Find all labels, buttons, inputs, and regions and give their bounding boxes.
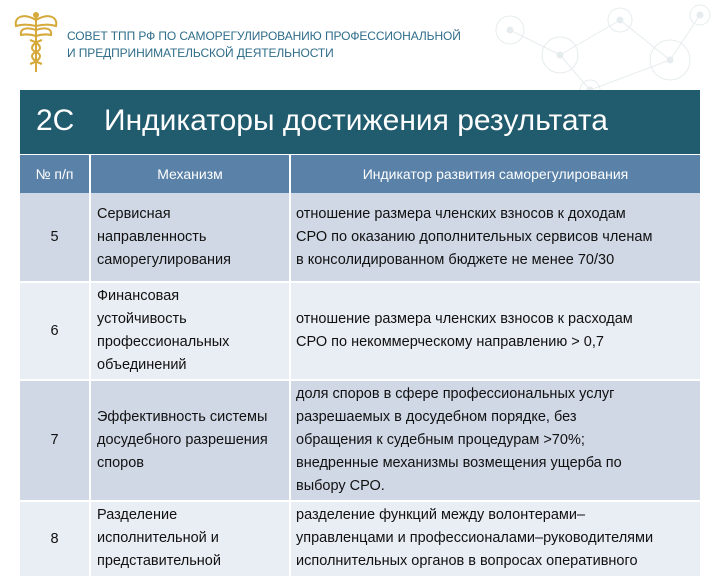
table-row bbox=[20, 501, 700, 577]
title-banner bbox=[20, 90, 700, 154]
header-indicator: Индикатор развития саморегулирования bbox=[290, 155, 700, 193]
table-row bbox=[20, 282, 700, 380]
indicator-cell bbox=[290, 282, 700, 380]
row-number: 8 bbox=[20, 501, 90, 577]
indicator-text: доля споров в сфере профессиональных услуг разрешаемых в досудебном порядке, без обращения к судебным процедурам >70%; внедренные механизмы возмещения ущерба по выбору СРО. bbox=[296, 386, 622, 494]
mechanism-cell bbox=[90, 282, 290, 380]
indicator-cell bbox=[290, 501, 700, 577]
mechanism-cell bbox=[90, 380, 290, 501]
table-row bbox=[20, 380, 700, 501]
mechanism-cell bbox=[90, 501, 290, 577]
mechanism-cell bbox=[90, 193, 290, 282]
mechanism-text: Эффективность системы досудебного разрешения споров bbox=[97, 409, 268, 471]
row-number: 5 bbox=[20, 193, 90, 282]
row-number: 6 bbox=[20, 282, 90, 380]
organization-name bbox=[67, 28, 461, 62]
slide-header bbox=[0, 0, 720, 88]
table-header-row bbox=[20, 155, 700, 193]
caduceus-logo-icon bbox=[12, 10, 60, 74]
org-line-1: СОВЕТ ТПП РФ ПО САМОРЕГУЛИРОВАНИЮ ПРОФЕССИОНАЛЬНОЙ bbox=[67, 29, 461, 43]
indicator-text: отношение размера членских взносов к доходам СРО по оказанию дополнительных сервисов членам в консолидированном бюджете не менее 70/30 bbox=[296, 205, 653, 268]
slide-number: 2С bbox=[36, 104, 75, 137]
header-mechanism: Механизм bbox=[90, 155, 290, 193]
indicator-text: отношение размера членских взносов к расходам СРО по некоммерческому направлению > 0,7 bbox=[296, 311, 633, 350]
indicators-table bbox=[20, 155, 700, 578]
row-number: 7 bbox=[20, 380, 90, 501]
org-line-2: И ПРЕДПРИНИМАТЕЛЬСКОЙ ДЕЯТЕЛЬНОСТИ bbox=[67, 46, 334, 60]
slide-title: Индикаторы достижения результата bbox=[104, 104, 608, 137]
indicator-cell bbox=[290, 193, 700, 282]
indicator-text: разделение функций между волонтерами– управленцами и профессионалами–руководителями исполнительных органов в вопросах оперативного bbox=[296, 507, 654, 569]
table-row bbox=[20, 193, 700, 282]
mechanism-text: Разделение исполнительной и представительной bbox=[97, 507, 221, 569]
mechanism-text: Финансовая устойчивость профессиональных объединений bbox=[97, 288, 230, 373]
header-number: № п/п bbox=[20, 155, 90, 193]
indicator-cell bbox=[290, 380, 700, 501]
mechanism-text: Сервисная направленность саморегулирования bbox=[97, 205, 231, 268]
